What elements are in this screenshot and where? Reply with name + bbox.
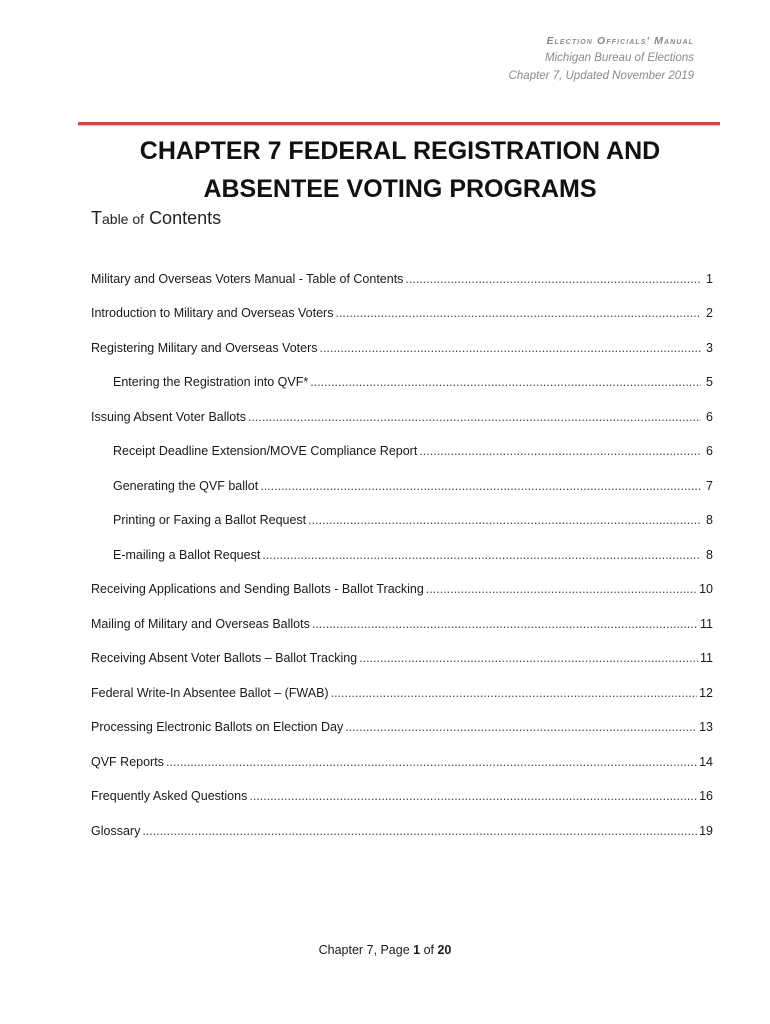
toc-entry-label: Military and Overseas Voters Manual - Table of Contents (91, 271, 404, 286)
toc-entry-label: Frequently Asked Questions (91, 789, 248, 803)
toc-heading-able-of: able of (102, 211, 145, 227)
toc-heading-contents: Contents (149, 208, 222, 228)
toc-entry-page: 5 (706, 375, 713, 389)
toc-entry-page: 19 (699, 823, 713, 838)
toc-leader-dots (345, 719, 697, 735)
chapter-title (60, 132, 740, 208)
chapter-update-line: Chapter 7, Updated November 2019 (508, 69, 694, 82)
toc-leader-dots (359, 650, 698, 666)
manual-title: Election Officials' Manual (546, 35, 694, 47)
toc-entry-page: 6 (706, 409, 713, 424)
toc-entry-label: Processing Electronic Ballots on Election Day (91, 720, 344, 734)
toc-entry[interactable] (91, 632, 713, 667)
toc-entry-label: Generating the QVF ballot (113, 478, 259, 493)
toc-subentry[interactable] (91, 356, 713, 391)
toc-subentry[interactable] (91, 494, 713, 529)
toc-leader-dots (166, 754, 697, 770)
toc-leader-dots (331, 685, 698, 701)
toc-entry-page: 6 (706, 444, 713, 458)
toc-entry-page: 16 (699, 789, 713, 803)
toc-subentry[interactable] (91, 425, 713, 460)
toc-entry-label: Printing or Faxing a Ballot Request (113, 513, 307, 527)
toc-leader-dots (426, 581, 697, 597)
toc-entry-label: Receiving Applications and Sending Ballots - Ballot Tracking (91, 582, 424, 596)
footer-page-total: 20 (437, 943, 452, 957)
footer-page-number: 1 (413, 943, 421, 957)
toc-entry[interactable] (91, 390, 713, 425)
toc-leader-dots (308, 512, 701, 528)
toc-entry[interactable] (91, 770, 713, 805)
footer-of: of (420, 943, 438, 957)
toc-entry-label: Receipt Deadline Extension/MOVE Compliance Report (113, 444, 418, 458)
toc-entry-page: 8 (706, 547, 713, 562)
toc-entry-label: Introduction to Military and Overseas Voters (91, 306, 334, 320)
toc-entry[interactable] (91, 735, 713, 770)
toc-entry[interactable] (91, 666, 713, 701)
toc-entry-label: Registering Military and Overseas Voters (91, 340, 318, 355)
toc-leader-dots (419, 443, 701, 459)
toc-leader-dots (310, 374, 701, 390)
toc-entry-page: 11 (700, 651, 713, 665)
toc-entry[interactable] (91, 563, 713, 598)
toc-entry-label: E-mailing a Ballot Request (113, 547, 261, 562)
toc-entry[interactable] (91, 804, 713, 839)
toc-entry-page: 3 (706, 340, 713, 355)
toc-leader-dots (248, 409, 701, 425)
toc-entry[interactable] (91, 321, 713, 356)
header-divider (78, 122, 720, 125)
toc-subentry[interactable] (91, 528, 713, 563)
toc-entry[interactable] (91, 287, 713, 322)
toc-entry-label: Receiving Absent Voter Ballots – Ballot Tracking (91, 651, 358, 665)
toc-leader-dots (260, 478, 701, 494)
toc-entry-page: 11 (700, 616, 713, 631)
toc-leader-dots (335, 305, 701, 321)
toc-entry-label: Federal Write-In Absentee Ballot – (FWAB) (91, 685, 329, 700)
toc-entry-page: 12 (699, 685, 713, 700)
toc-entry-label: Issuing Absent Voter Ballots (91, 409, 246, 424)
toc-entry-label: Glossary (91, 823, 141, 838)
running-header (509, 32, 694, 85)
toc-entry[interactable] (91, 701, 713, 736)
toc-leader-dots (249, 788, 697, 804)
page-footer (0, 943, 770, 957)
chapter-title-line-1: CHAPTER 7 FEDERAL REGISTRATION AND (139, 137, 661, 165)
toc-entry-page: 14 (699, 754, 713, 769)
chapter-title-line-2: ABSENTEE VOTING PROGRAMS (203, 175, 597, 203)
table-of-contents (91, 252, 713, 839)
toc-heading-initial: T (91, 208, 102, 228)
toc-entry-page: 8 (706, 513, 713, 527)
toc-entry-page: 1 (706, 271, 713, 286)
toc-entry-label: QVF Reports (91, 754, 164, 769)
toc-leader-dots (142, 823, 697, 839)
toc-entry-page: 10 (699, 582, 713, 596)
toc-subentry[interactable] (91, 459, 713, 494)
toc-heading (91, 208, 221, 229)
toc-entry-label: Entering the Registration into QVF* (113, 375, 309, 389)
toc-leader-dots (405, 271, 701, 287)
toc-entry[interactable] (91, 252, 713, 287)
footer-prefix: Chapter 7, Page (318, 943, 414, 957)
toc-leader-dots (262, 547, 701, 563)
toc-entry-page: 7 (706, 478, 713, 493)
toc-leader-dots (319, 340, 701, 356)
toc-entry[interactable] (91, 597, 713, 632)
toc-entry-page: 2 (706, 306, 713, 320)
toc-entry-label: Mailing of Military and Overseas Ballots (91, 616, 310, 631)
bureau-name: Michigan Bureau of Elections (545, 52, 694, 64)
toc-entry-page: 13 (699, 720, 713, 734)
toc-leader-dots (312, 616, 698, 632)
